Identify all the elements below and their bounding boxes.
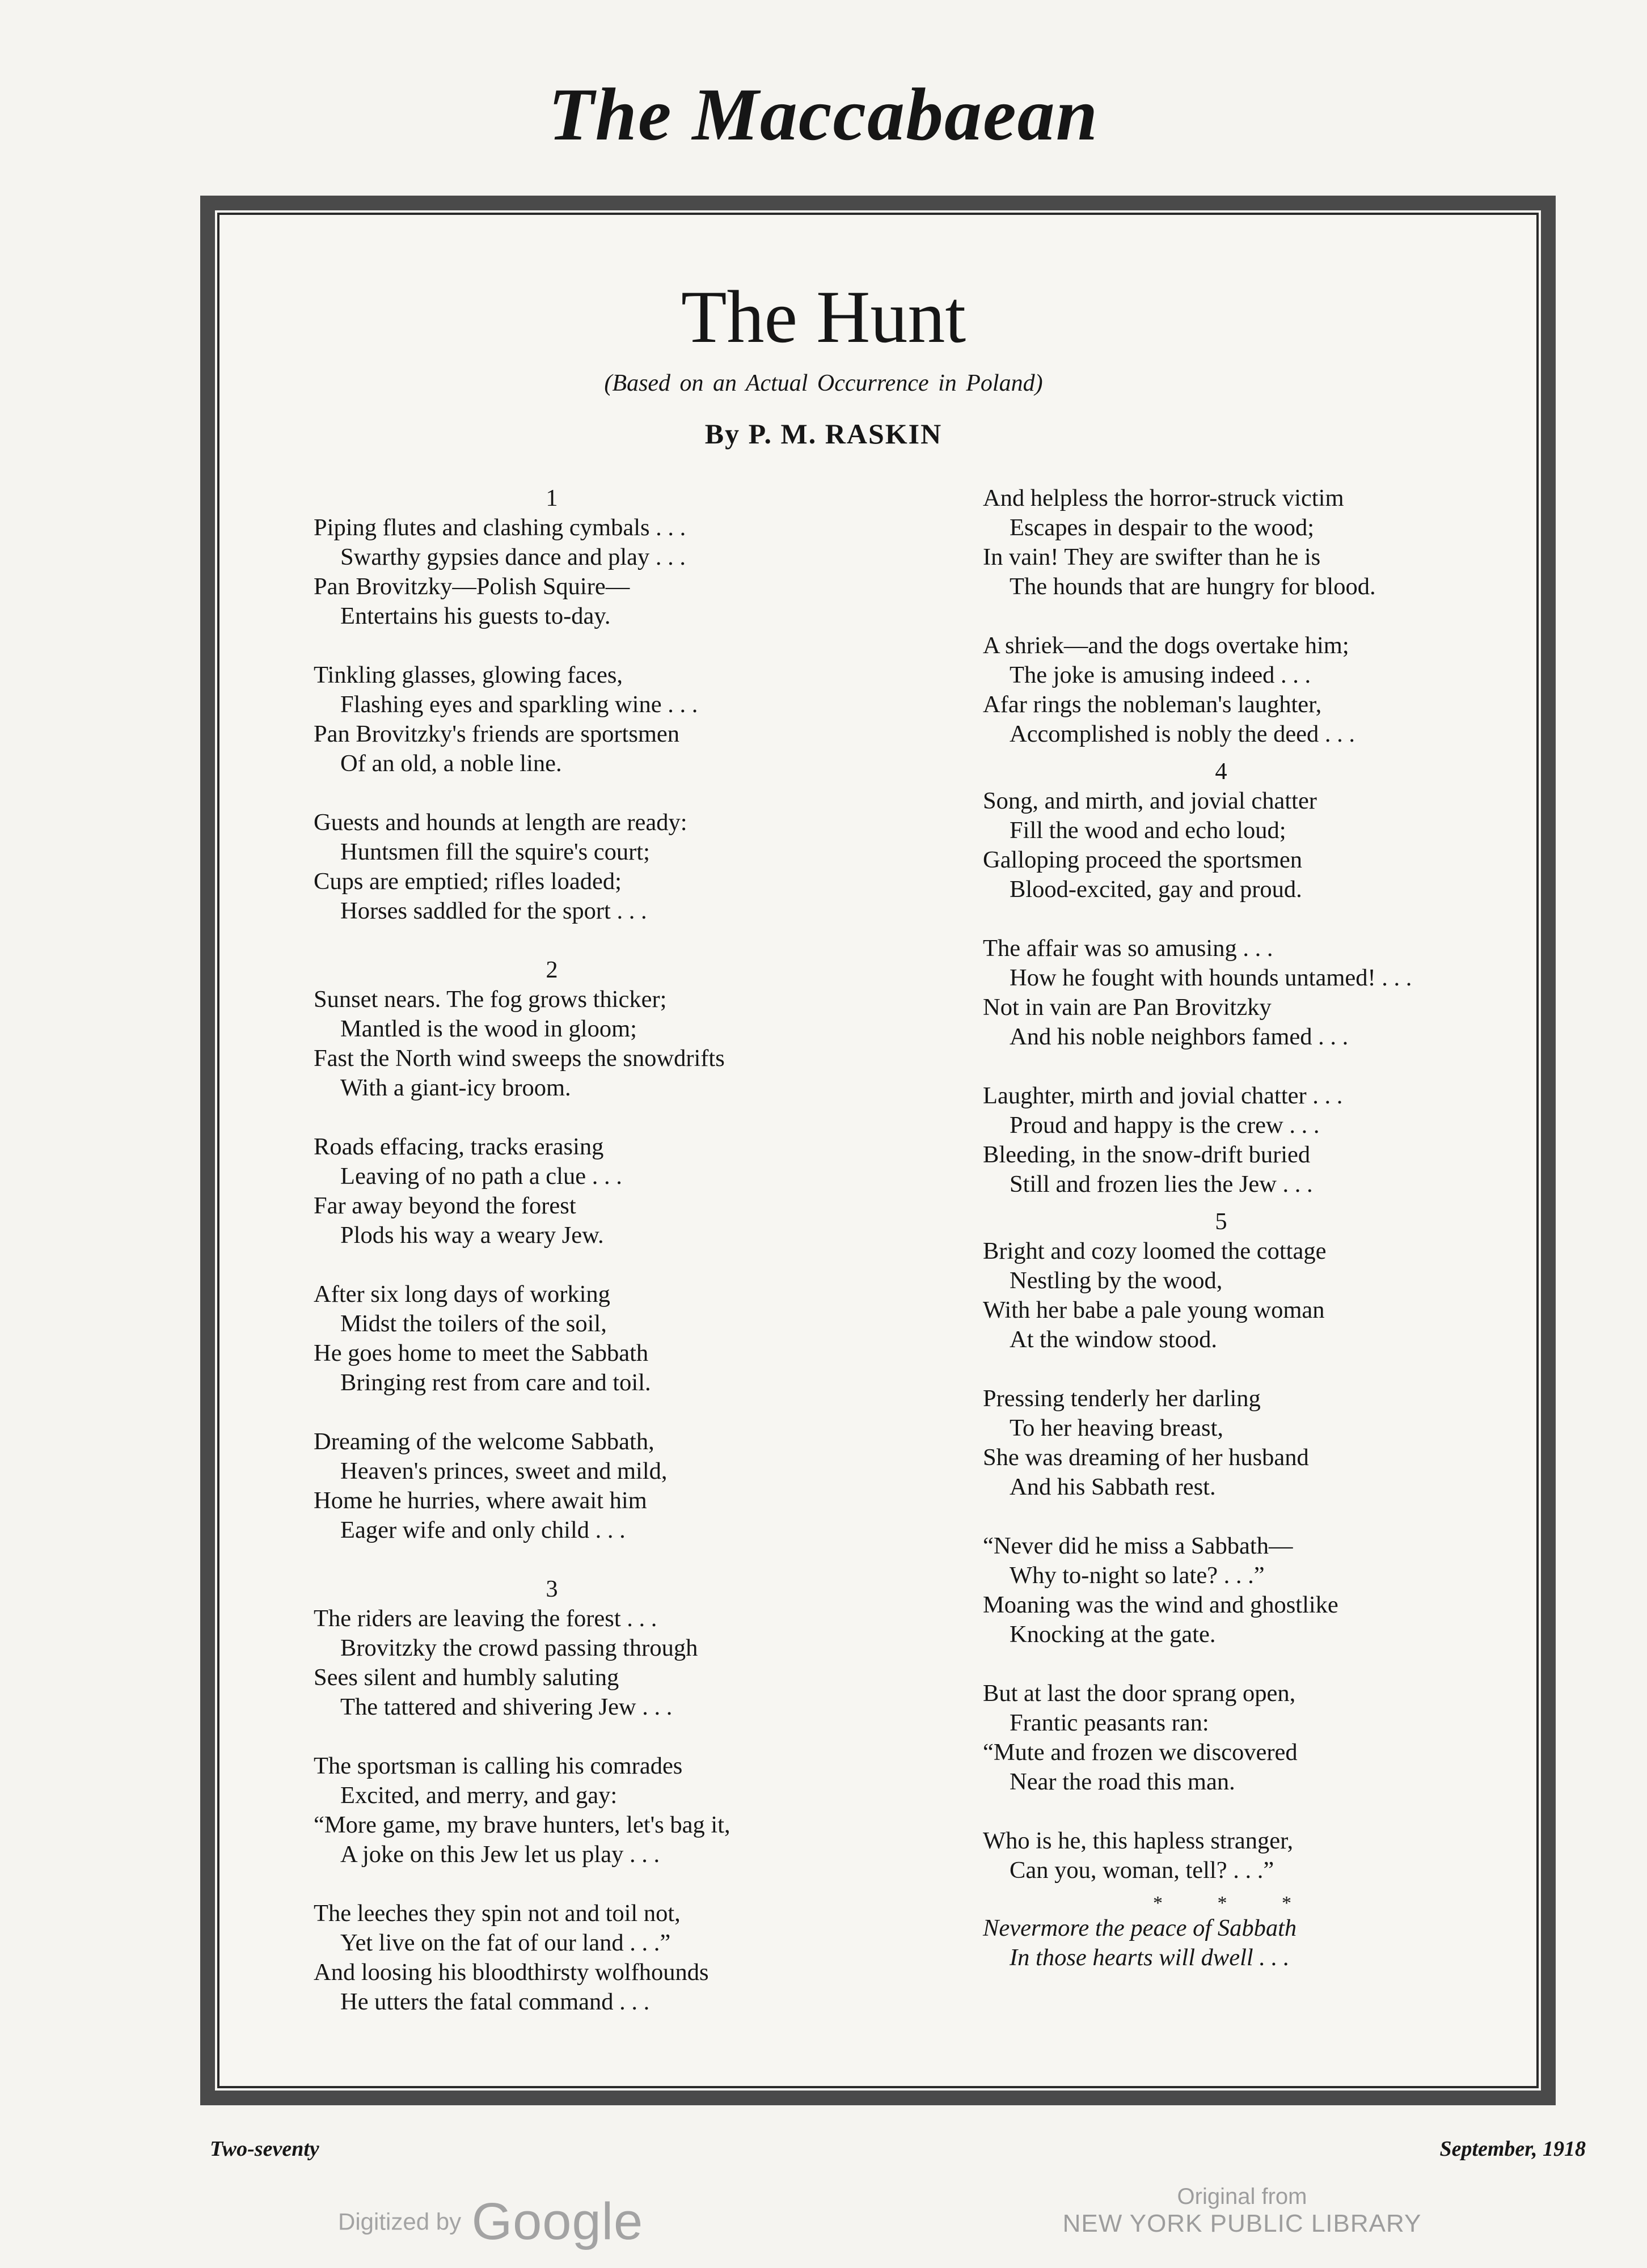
stanza [983,484,1493,602]
part-number: 2 [546,957,558,983]
verse-line: Of an old, a noble line. [340,750,562,777]
stanza [314,985,824,1103]
verse-line: Home he hurries, where await him [314,1487,647,1514]
verse-line: Accomplished is nobly the deed . . . [1010,721,1355,747]
digitized-credit [338,2192,643,2252]
verse-line: Huntsmen fill the squire's court; [340,839,650,865]
poem-subtitle: (Based on an Actual Occurrence in Poland) [604,370,1043,396]
verse-line: Horses saddled for the sport . . . [340,898,647,924]
verse-line: Plods his way a weary Jew. [340,1222,604,1249]
verse-line: A joke on this Jew let us play . . . [340,1841,660,1868]
stanza [314,1132,824,1250]
verse-line: Frantic peasants ran: [1010,1710,1209,1736]
verse-line: Excited, and merry, and gay: [340,1782,618,1809]
verse-line: Dreaming of the welcome Sabbath, [314,1428,654,1455]
masthead: The Maccabaean [548,73,1099,156]
verse-line: And his noble neighbors famed . . . [1010,1023,1349,1050]
verse-line: And helpless the horror-struck victim [983,485,1344,511]
verse-line: A shriek—and the dogs overtake him; [983,632,1349,659]
verse-line: In vain! They are swifter than he is [983,544,1321,570]
stanza [314,1427,824,1545]
stanza [983,1826,1493,1885]
page-number: Two-seventy [210,2137,319,2161]
stanza [983,1237,1493,1355]
verse-line: To her heaving breast, [1010,1415,1224,1441]
section-break-stars: * * * [1153,1893,1316,1914]
verse-line: Bringing rest from care and toil. [340,1369,651,1396]
stanza [314,661,824,778]
original-label: Original from [1177,2184,1307,2209]
verse-line: Eager wife and only child . . . [340,1517,626,1543]
stanza [314,1280,824,1398]
stanza [983,1384,1493,1502]
verse-line: Can you, woman, tell? . . .” [1010,1857,1274,1884]
stanza [314,1751,824,1869]
verse-line: And his Sabbath rest. [1010,1474,1216,1500]
verse-line: Swarthy gypsies dance and play . . . [340,544,686,570]
verse-line: Pan Brovitzky's friends are sportsmen [314,721,680,747]
verse-line: Afar rings the nobleman's laughter, [983,691,1322,718]
stanza [983,1914,1493,1973]
verse-line: Knocking at the gate. [1010,1621,1216,1648]
left-column [314,484,824,2046]
verse-line: “More game, my brave hunters, let's bag it, [314,1812,730,1838]
verse-line: And loosing his bloodthirsty wolfhounds [314,1959,709,1986]
verse-line: She was dreaming of her husband [983,1444,1309,1471]
verse-line: The tattered and shivering Jew . . . [340,1694,673,1720]
part-number: 1 [546,485,558,511]
original-source [987,2184,1497,2238]
verse-line: Bright and cozy loomed the cottage [983,1238,1327,1264]
verse-line: Who is he, this hapless stranger, [983,1827,1294,1854]
verse-line: Roads effacing, tracks erasing [314,1133,604,1160]
verse-line: Blood-excited, gay and proud. [1010,876,1302,903]
verse-line: But at last the door sprang open, [983,1680,1296,1707]
stanza [314,513,824,631]
part-number: 3 [546,1576,558,1602]
verse-line: Pan Brovitzky—Polish Squire— [314,573,630,600]
byline: By P. M. RASKIN [704,418,943,450]
verse-line: Bleeding, in the snow-drift buried [983,1141,1311,1168]
verse-line: With her babe a pale young woman [983,1297,1325,1323]
verse-line: After six long days of working [314,1281,610,1308]
verse-line: Heaven's princes, sweet and mild, [340,1458,668,1484]
verse-line: Song, and mirth, and jovial chatter [983,788,1317,814]
stanza [314,808,824,926]
google-logo: Google [471,2193,644,2250]
verse-line: Sunset nears. The fog grows thicker; [314,986,667,1013]
verse-line: The sportsman is calling his comrades [314,1753,683,1779]
verse-line: Sees silent and humbly saluting [314,1664,619,1691]
verse-line: Nestling by the wood, [1010,1267,1223,1294]
verse-line: Moaning was the wind and ghostlike [983,1592,1338,1618]
verse-line: Nevermore the peace of Sabbath [983,1915,1297,1941]
verse-line: Leaving of no path a clue . . . [340,1163,622,1190]
stanza [314,1604,824,1722]
stanza [983,1679,1493,1797]
verse-line: Pressing tenderly her darling [983,1385,1261,1412]
issue-date: September, 1918 [1439,2137,1586,2161]
verse-line: Near the road this man. [1010,1768,1235,1795]
stanza [983,1531,1493,1649]
part-number: 5 [1215,1208,1227,1235]
stanza [983,631,1493,749]
verse-line: Flashing eyes and sparkling wine . . . [340,691,698,718]
verse-line: Proud and happy is the crew . . . [1010,1112,1320,1139]
verse-line: He utters the fatal command . . . [340,1988,650,2015]
verse-line: In those hearts will dwell . . . [1010,1944,1290,1971]
verse-line: The leeches they spin not and toil not, [314,1900,681,1927]
poem-title: The Hunt [681,275,966,358]
part-number: 4 [1215,758,1227,785]
verse-line: Piping flutes and clashing cymbals . . . [314,514,686,541]
verse-line: Fast the North wind sweeps the snowdrifts [314,1045,725,1072]
verse-line: Guests and hounds at length are ready: [314,809,687,836]
library-name: NEW YORK PUBLIC LIBRARY [1062,2210,1422,2237]
verse-line: “Mute and frozen we discovered [983,1739,1298,1766]
stanza [983,1081,1493,1199]
verse-line: With a giant-icy broom. [340,1074,571,1101]
verse-line: Yet live on the fat of our land . . .” [340,1930,671,1956]
verse-line: How he fought with hounds untamed! . . . [1010,964,1412,991]
stanza [983,786,1493,904]
digitized-prefix: Digitized by [338,2208,462,2235]
verse-line: The hounds that are hungry for blood. [1010,573,1376,600]
verse-line: Mantled is the wood in gloom; [340,1015,637,1042]
verse-line: Not in vain are Pan Brovitzky [983,994,1272,1021]
verse-line: “Never did he miss a Sabbath— [983,1533,1293,1559]
stanza [983,934,1493,1052]
verse-line: Why to-night so late? . . .” [1010,1562,1265,1589]
stanza [314,1899,824,2017]
verse-line: The joke is amusing indeed . . . [1010,662,1311,688]
verse-line: Midst the toilers of the soil, [340,1310,607,1337]
verse-line: Far away beyond the forest [314,1192,576,1219]
verse-line: Escapes in despair to the wood; [1010,514,1315,541]
verse-line: Still and frozen lies the Jew . . . [1010,1171,1313,1198]
verse-line: Tinkling glasses, glowing faces, [314,662,623,688]
verse-line: The riders are leaving the forest . . . [314,1605,657,1632]
verse-line: At the window stood. [1010,1326,1217,1353]
verse-line: Brovitzky the crowd passing through [340,1635,698,1661]
verse-line: Galloping proceed the sportsmen [983,847,1302,873]
verse-line: Laughter, mirth and jovial chatter . . . [983,1082,1343,1109]
verse-line: Fill the wood and echo loud; [1010,817,1286,844]
verse-line: The affair was so amusing . . . [983,935,1273,962]
right-column [983,484,1493,2002]
verse-line: Entertains his guests to-day. [340,603,611,629]
verse-line: He goes home to meet the Sabbath [314,1340,649,1366]
verse-line: Cups are emptied; rifles loaded; [314,868,622,895]
